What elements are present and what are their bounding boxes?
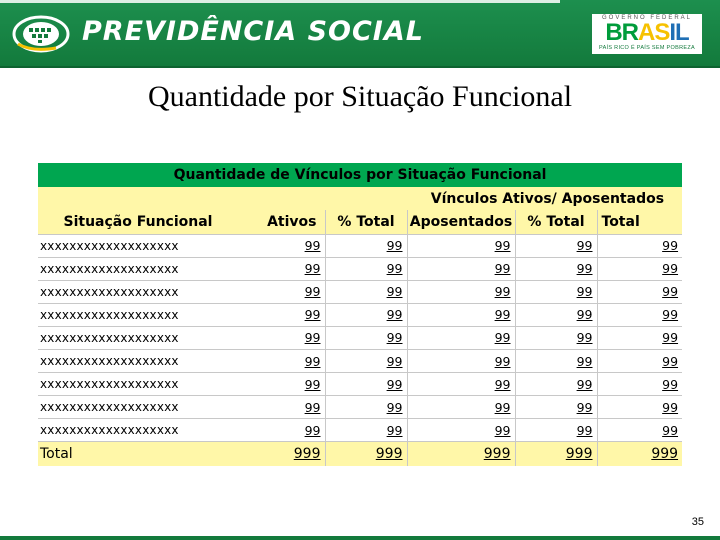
cell-aposentados[interactable]: 99 (407, 280, 515, 303)
cell-situacao: xxxxxxxxxxxxxxxxxxx (38, 349, 238, 372)
brasil-logo-slogan: PAÍS RICO É PAÍS SEM POBREZA (599, 45, 695, 51)
brasil-logo-part-1: BR (605, 19, 638, 46)
cell-total[interactable]: 99 (597, 257, 682, 280)
cell-aposentados[interactable]: 99 (407, 326, 515, 349)
cell-pct-ativos[interactable]: 99 (325, 349, 407, 372)
cell-pct-aposentados[interactable]: 99 (515, 373, 597, 396)
column-header-pct-aposentados: % Total (515, 210, 597, 234)
cell-aposentados[interactable]: 99 (407, 349, 515, 372)
situacao-funcional-table (38, 163, 682, 466)
cell-pct-ativos[interactable]: 99 (325, 396, 407, 419)
table-row (38, 396, 682, 419)
total-label: Total (38, 442, 238, 466)
cell-total[interactable]: 99 (597, 326, 682, 349)
cell-pct-ativos[interactable]: 99 (325, 373, 407, 396)
cell-situacao: xxxxxxxxxxxxxxxxxxx (38, 234, 238, 257)
cell-total[interactable]: 99 (597, 234, 682, 257)
column-header-total: Total (597, 210, 682, 234)
cell-pct-ativos[interactable]: 99 (325, 280, 407, 303)
cell-ativos[interactable]: 99 (238, 396, 325, 419)
column-header-ativos: Ativos (238, 210, 325, 234)
brasil-logo-part-3: IL (669, 19, 689, 46)
cell-pct-aposentados[interactable]: 99 (515, 257, 597, 280)
cell-ativos[interactable]: 99 (238, 326, 325, 349)
page-number: 35 (691, 516, 704, 528)
column-header-aposentados: Aposentados (407, 210, 515, 234)
table-row (38, 303, 682, 326)
cell-pct-ativos[interactable]: 99 (325, 234, 407, 257)
cell-ativos[interactable]: 99 (238, 373, 325, 396)
cell-total[interactable]: 99 (597, 373, 682, 396)
cell-situacao: xxxxxxxxxxxxxxxxxxx (38, 373, 238, 396)
cell-total[interactable]: 99 (597, 396, 682, 419)
table-row (38, 373, 682, 396)
column-header-situacao: Situação Funcional (38, 210, 238, 234)
governo-brasil-logo (592, 14, 702, 54)
header-title: PREVIDÊNCIA SOCIAL (82, 16, 424, 47)
brasil-logo-word (594, 20, 700, 46)
cell-situacao: xxxxxxxxxxxxxxxxxxx (38, 419, 238, 442)
table-row (38, 349, 682, 372)
previdencia-logo-icon (12, 14, 70, 54)
total-pct-aposentados[interactable]: 999 (515, 442, 597, 466)
cell-total[interactable]: 99 (597, 419, 682, 442)
table-row (38, 326, 682, 349)
cell-total[interactable]: 99 (597, 280, 682, 303)
brasil-logo-part-2: AS (638, 19, 670, 46)
cell-pct-aposentados[interactable]: 99 (515, 396, 597, 419)
bottom-bar (0, 536, 720, 540)
cell-ativos[interactable]: 99 (238, 303, 325, 326)
total-total[interactable]: 999 (597, 442, 682, 466)
table-row (38, 280, 682, 303)
table-title: Quantidade de Vínculos por Situação Funcional (38, 163, 682, 187)
brasil-logo-top-text: GOVERNO FEDERAL (601, 15, 692, 21)
table-total-row (38, 442, 682, 466)
cell-situacao: xxxxxxxxxxxxxxxxxxx (38, 326, 238, 349)
table-row (38, 419, 682, 442)
cell-pct-aposentados[interactable]: 99 (515, 280, 597, 303)
cell-situacao: xxxxxxxxxxxxxxxxxxx (38, 396, 238, 419)
cell-pct-aposentados[interactable]: 99 (515, 326, 597, 349)
table-group-header: Vínculos Ativos/ Aposentados (325, 187, 682, 210)
header-bar (0, 0, 720, 68)
cell-aposentados[interactable]: 99 (407, 257, 515, 280)
cell-situacao: xxxxxxxxxxxxxxxxxxx (38, 303, 238, 326)
cell-pct-ativos[interactable]: 99 (325, 303, 407, 326)
table-row (38, 234, 682, 257)
cell-pct-ativos[interactable]: 99 (325, 257, 407, 280)
cell-ativos[interactable]: 99 (238, 257, 325, 280)
cell-ativos[interactable]: 99 (238, 349, 325, 372)
cell-ativos[interactable]: 99 (238, 280, 325, 303)
cell-pct-aposentados[interactable]: 99 (515, 234, 597, 257)
table-group-spacer (38, 187, 325, 210)
cell-aposentados[interactable]: 99 (407, 419, 515, 442)
cell-aposentados[interactable]: 99 (407, 303, 515, 326)
cell-pct-ativos[interactable]: 99 (325, 326, 407, 349)
cell-pct-ativos[interactable]: 99 (325, 419, 407, 442)
column-header-pct-ativos: % Total (325, 210, 407, 234)
cell-pct-aposentados[interactable]: 99 (515, 419, 597, 442)
cell-pct-aposentados[interactable]: 99 (515, 349, 597, 372)
cell-ativos[interactable]: 99 (238, 419, 325, 442)
slide-title: Quantidade por Situação Funcional (147, 80, 573, 113)
cell-total[interactable]: 99 (597, 303, 682, 326)
cell-aposentados[interactable]: 99 (407, 234, 515, 257)
cell-aposentados[interactable]: 99 (407, 373, 515, 396)
cell-situacao: xxxxxxxxxxxxxxxxxxx (38, 280, 238, 303)
header-top-strip (0, 0, 560, 3)
cell-situacao: xxxxxxxxxxxxxxxxxxx (38, 257, 238, 280)
cell-pct-aposentados[interactable]: 99 (515, 303, 597, 326)
cell-aposentados[interactable]: 99 (407, 396, 515, 419)
cell-total[interactable]: 99 (597, 349, 682, 372)
table-row (38, 257, 682, 280)
cell-ativos[interactable]: 99 (238, 234, 325, 257)
total-pct-ativos[interactable]: 999 (325, 442, 407, 466)
total-ativos[interactable]: 999 (238, 442, 325, 466)
total-aposentados[interactable]: 999 (407, 442, 515, 466)
